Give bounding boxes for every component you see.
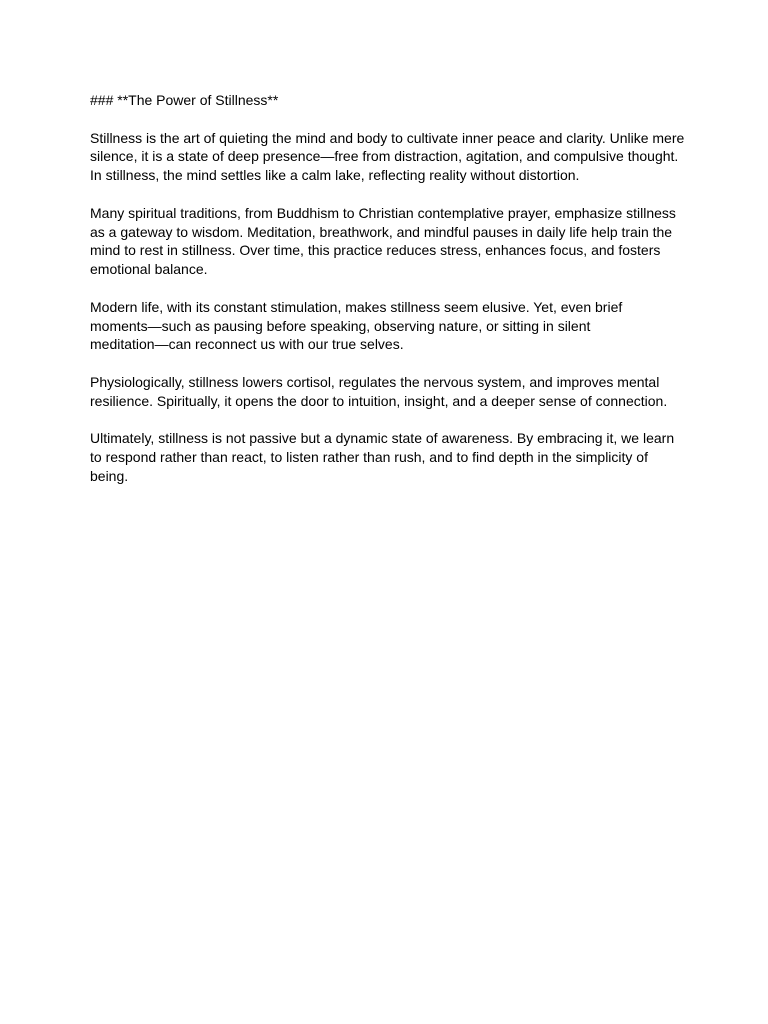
paragraph-5 <box>90 429 690 485</box>
paragraph-line: to respond rather than react, to listen rather than rush, and to find depth in the simplicity of <box>90 449 648 466</box>
paragraph-line: Physiologically, stillness lowers cortisol, regulates the nervous system, and improves mental <box>90 373 660 390</box>
paragraph-4 <box>90 373 690 411</box>
paragraph-line: as a gateway to wisdom. Meditation, breathwork, and mindful pauses in daily life help train the <box>90 223 673 240</box>
paragraph-1 <box>90 129 690 185</box>
paragraph-line: Stillness is the art of quieting the mind and body to cultivate inner peace and clarity. Unlike mere <box>90 129 685 146</box>
document-heading: ### **The Power of Stillness** <box>90 92 279 108</box>
paragraph-line: resilience. Spiritually, it opens the door to intuition, insight, and a deeper sense of connection. <box>90 392 668 409</box>
paragraph-line: mind to rest in stillness. Over time, this practice reduces stress, enhances focus, and fosters <box>90 242 661 259</box>
paragraph-line: Many spiritual traditions, from Buddhism to Christian contemplative prayer, emphasize stillness <box>90 204 676 221</box>
paragraph-3 <box>90 298 690 354</box>
paragraph-line: Modern life, with its constant stimulation, makes stillness seem elusive. Yet, even brief <box>90 298 623 315</box>
paragraph-line: emotional balance. <box>90 261 208 278</box>
paragraph-line: silence, it is a state of deep presence—free from distraction, agitation, and compulsive thought. <box>90 148 679 165</box>
document-page <box>90 91 690 505</box>
paragraph-line: meditation—can reconnect us with our true selves. <box>90 336 404 353</box>
paragraph-line: In stillness, the mind settles like a calm lake, reflecting reality without distortion. <box>90 167 580 184</box>
paragraph-2 <box>90 204 690 279</box>
paragraph-line: moments—such as pausing before speaking, observing nature, or sitting in silent <box>90 317 591 334</box>
paragraph-line: being. <box>90 467 129 484</box>
paragraph-line: Ultimately, stillness is not passive but a dynamic state of awareness. By embracing it, we learn <box>90 430 675 447</box>
